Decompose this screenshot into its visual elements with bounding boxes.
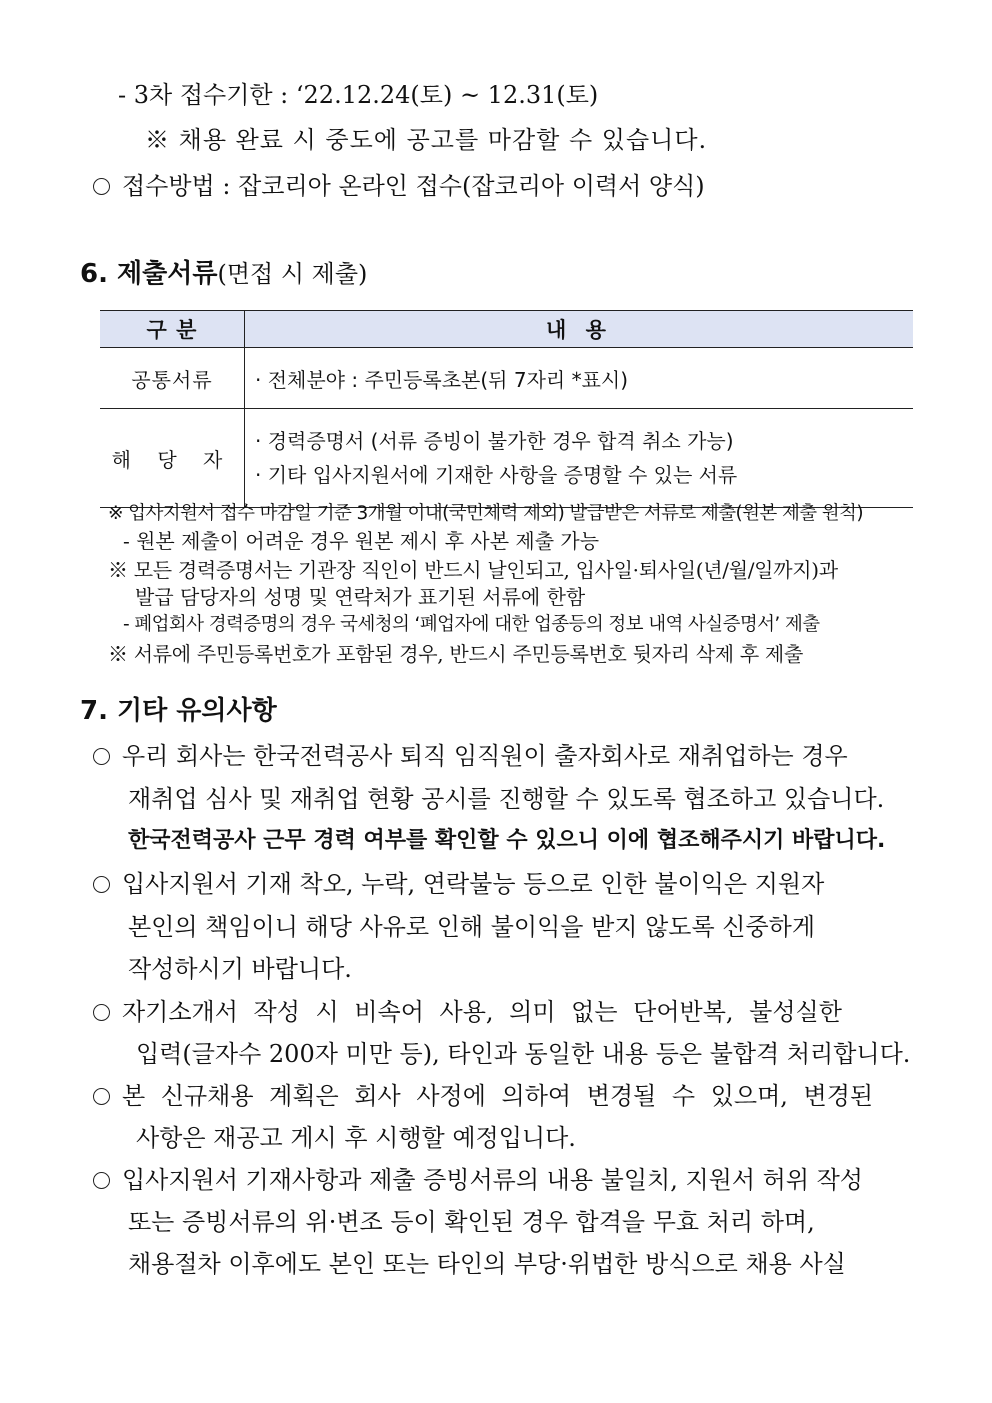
circle-bullet-icon <box>93 1088 110 1105</box>
note-line: 발급 담당자의 성명 및 연락처가 표기된 서류에 한함 <box>135 585 586 609</box>
list-item-line: 채용절차 이후에도 본인 또는 타인의 부당·위법한 방식으로 채용 사실 <box>128 1250 846 1278</box>
list-item-line: 본인의 책임이니 해당 사유로 인해 불이익을 받지 않도록 신중하게 <box>128 913 815 941</box>
note-line: ※ 서류에 주민등록번호가 포함된 경우, 반드시 주민등록번호 뒷자리 삭제 후 제출 <box>108 642 803 666</box>
list-item <box>93 997 842 1027</box>
list-item-line: 작성하시기 바랍니다. <box>128 955 352 983</box>
application-method <box>93 171 705 201</box>
list-item-text: 입사지원서 기재 착오, 누락, 연락불능 등으로 인한 불이익은 지원자 <box>122 870 825 898</box>
row-content <box>245 348 914 409</box>
documents-table <box>100 310 913 508</box>
header-content: 내 용 <box>245 311 914 348</box>
section6-title: 6. 제출서류 <box>80 259 218 289</box>
list-item-line-bold: 한국전력공사 근무 경력 여부를 확인할 수 있으니 이에 협조해주시기 바랍니다. <box>128 828 886 853</box>
section6-subtitle: (면접 시 제출) <box>217 260 368 288</box>
list-item-text: 우리 회사는 한국전력공사 퇴직 임직원이 출자회사로 재취업하는 경우 <box>122 742 848 770</box>
list-item <box>93 1081 873 1111</box>
deadline-3rd: - 3차 접수기한 : ‘22.12.24(토) ~ 12.31(토) <box>118 81 599 109</box>
list-item <box>93 1165 863 1195</box>
early-close-notice: ※ 채용 완료 시 중도에 공고를 마감할 수 있습니다. <box>145 126 708 154</box>
list-item-line: 사항은 재공고 게시 후 시행할 예정입니다. <box>136 1124 576 1152</box>
list-item-line: 재취업 심사 및 재취업 현황 공시를 진행할 수 있도록 협조하고 있습니다. <box>128 785 885 813</box>
note-line: - 원본 제출이 어려운 경우 원본 제시 후 사본 제출 가능 <box>123 529 600 553</box>
list-item-text: 본 신규채용 계획은 회사 사정에 의하여 변경될 수 있으며, 변경된 <box>122 1082 874 1110</box>
header-category: 구 분 <box>100 311 245 348</box>
table-row <box>100 348 913 409</box>
row-content <box>245 409 914 508</box>
section6-heading <box>80 258 367 290</box>
row-content-line: · 경력증명서 (서류 증빙이 불가한 경우 합격 취소 가능) <box>255 429 734 453</box>
note-line: ※ 입사지원서 접수 마감일 기준 3개월 이내(국민체력 제외) 발급받은 서류로 제출(원본 제출 원칙) <box>108 503 863 524</box>
section7-title: 7. 기타 유의사항 <box>80 696 277 726</box>
list-item-line: 입력(글자수 200자 미만 등), 타인과 동일한 내용 등은 불합격 처리합니다. <box>136 1040 911 1068</box>
row-content-line: · 전체분야 : 주민등록초본(뒤 7자리 *표시) <box>255 367 629 392</box>
list-item <box>93 869 824 899</box>
circle-bullet-icon <box>93 1004 110 1021</box>
list-item <box>93 741 848 771</box>
note-line: - 폐업회사 경력증명의 경우 국세청의 ‘폐업자에 대한 업종등의 정보 내역 사실증명서’ 제출 <box>123 614 820 635</box>
circle-bullet-icon <box>93 876 110 893</box>
row-content-line: · 기타 입사지원서에 기재한 사항을 증명할 수 있는 서류 <box>255 463 738 487</box>
row-category: 해 당 자 <box>100 409 245 508</box>
note-line: ※ 모든 경력증명서는 기관장 직인이 반드시 날인되고, 입사일·퇴사일(년/월/일까지)과 <box>108 558 838 582</box>
circle-bullet-icon <box>93 1172 110 1189</box>
row-category: 공통서류 <box>100 348 245 409</box>
table-row <box>100 409 913 508</box>
list-item-text: 자기소개서 작성 시 비속어 사용, 의미 없는 단어반복, 불성실한 <box>122 998 842 1026</box>
circle-bullet-icon <box>93 178 110 195</box>
list-item-text: 입사지원서 기재사항과 제출 증빙서류의 내용 불일치, 지원서 허위 작성 <box>122 1166 863 1194</box>
table-header-row <box>100 311 913 348</box>
list-item-line: 또는 증빙서류의 위·변조 등이 확인된 경우 합격을 무효 처리 하며, <box>128 1208 815 1236</box>
application-method-text: 접수방법 : 잡코리아 온라인 접수(잡코리아 이력서 양식) <box>122 172 705 200</box>
circle-bullet-icon <box>93 748 110 765</box>
